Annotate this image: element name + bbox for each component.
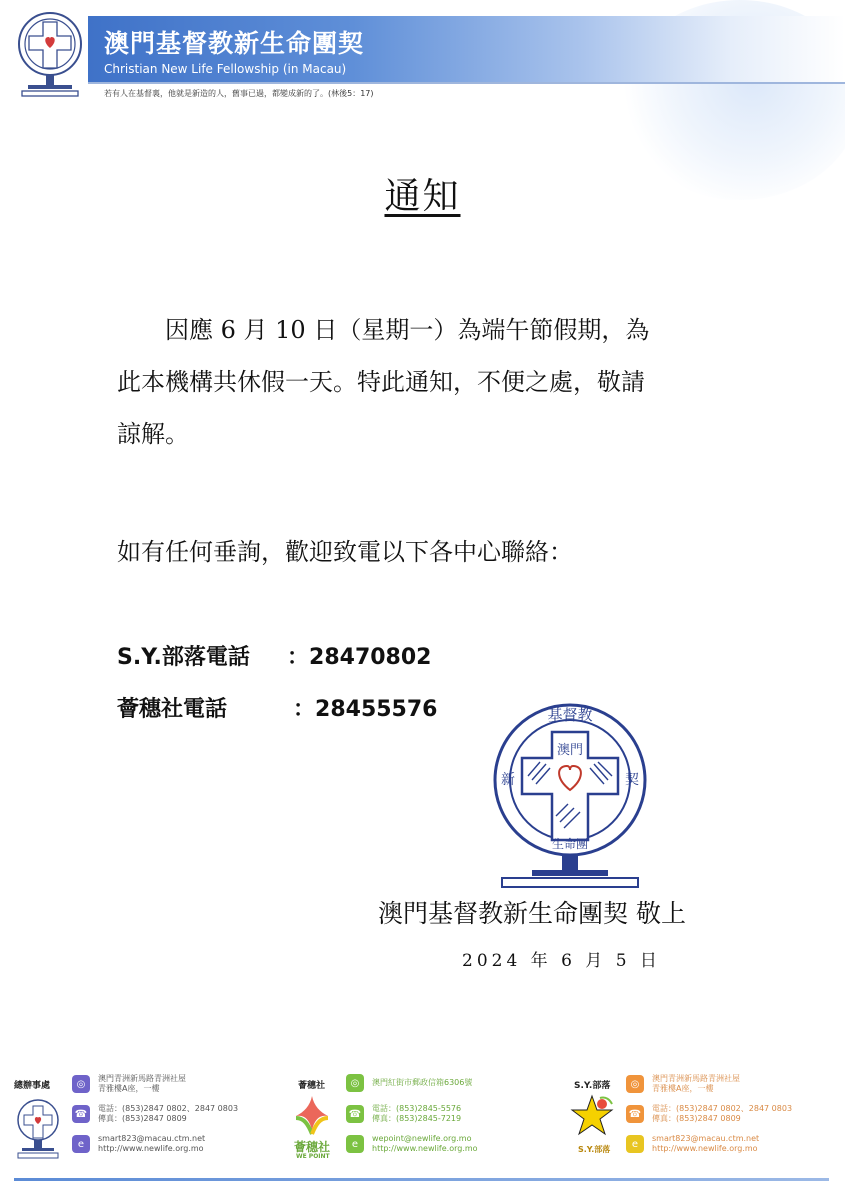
phone-label: S.Y.部落電話 (117, 645, 250, 670)
phone-separator: ： (293, 697, 316, 722)
phone-icon: ☎ (626, 1105, 644, 1123)
footer-email[interactable]: wepoint@newlife.org.mo (372, 1134, 472, 1143)
footer-phone: 電話：(853)2847 0802、2847 0803 (652, 1104, 793, 1113)
footer-fax: 傳真：(853)2847 0809 (652, 1114, 741, 1123)
notice-paragraph-line-3: 諒解。 (117, 420, 189, 448)
organization-seal (480, 696, 660, 890)
sy-tribe-star-logo (570, 1092, 618, 1142)
footer-phone: 電話：(853)2847 0802、2847 0803 (98, 1104, 239, 1113)
footer-address-line-2: 青雅樓A座，一樓 (98, 1084, 160, 1093)
issue-date: 2024 年 6 月 5 日 (462, 951, 661, 971)
we-point-logo-text-en: WE POINT (296, 1153, 330, 1160)
email-web-icon: e (346, 1135, 364, 1153)
notice-paragraph-line-2: 此本機構共休假一天。特此通知，不便之處，敬請 (117, 368, 645, 396)
footer-website[interactable]: http://www.newlife.org.mo (372, 1144, 478, 1153)
org-name-chinese: 澳門基督教新生命團契 (104, 29, 365, 58)
footer-divider (14, 1178, 829, 1181)
bible-verse-motto: 若有人在基督裏，他就是新造的人，舊事已過，都變成新的了。(林後5：17) (104, 89, 374, 98)
sy-tribe-logo-text: S.Y.部落 (578, 1145, 611, 1154)
footer-address-line-1: 澳門青洲新馬路青洲社屋 (98, 1074, 186, 1083)
email-web-icon: e (72, 1135, 90, 1153)
we-point-logo-text-zh: 薈穗社 (294, 1140, 331, 1154)
notice-line-1-text: 因應 6 月 10 日（星期一）為端午節假期，為 (165, 316, 650, 344)
seal-bottom-text: 生命團 (551, 837, 589, 851)
footer-address-line-2: 青雅樓A座，一樓 (652, 1084, 714, 1093)
footer-address-line-1: 澳門青洲新馬路青洲社屋 (652, 1074, 740, 1083)
notice-paragraph-line-1 (117, 304, 742, 356)
seal-left-text: 新 (501, 772, 515, 788)
footer-title: S.Y.部落 (574, 1081, 611, 1091)
phone-we-point (117, 692, 437, 723)
footer-address: 澳門紅街市郵政信箱6306號 (372, 1078, 473, 1087)
phone-icon: ☎ (346, 1105, 364, 1123)
seal-center-text: 澳門 (556, 743, 584, 758)
phone-number: 28470802 (309, 645, 432, 670)
signature-line: 澳門基督教新生命團契 敬上 (378, 899, 686, 928)
footer-website[interactable]: http://www.newlife.org.mo (652, 1144, 758, 1153)
footer-title: 薈穗社 (298, 1081, 326, 1091)
inquiry-text: 如有任何垂詢，歡迎致電以下各中心聯絡： (117, 538, 573, 566)
location-icon: ◎ (346, 1074, 364, 1092)
seal-top-text: 基督教 (547, 706, 593, 724)
location-icon: ◎ (626, 1075, 644, 1093)
phone-icon: ☎ (72, 1105, 90, 1123)
footer-phone: 電話：(853)2845-5576 (372, 1104, 462, 1113)
seal-right-text: 契 (625, 772, 639, 788)
header-divider (88, 82, 845, 84)
footer-title: 總辦事處 (14, 1081, 51, 1091)
phone-separator: ： (287, 645, 310, 670)
footer-email[interactable]: smart823@macau.ctm.net (98, 1134, 206, 1143)
footer-email[interactable]: smart823@macau.ctm.net (652, 1134, 760, 1143)
footer-fax: 傳真：(853)2845-7219 (372, 1114, 462, 1123)
org-name-english: Christian New Life Fellowship (in Macau) (104, 62, 347, 76)
location-icon: ◎ (72, 1075, 90, 1093)
footer-fax: 傳真：(853)2847 0809 (98, 1114, 187, 1123)
we-point-logo (290, 1092, 336, 1136)
organization-logo-small (14, 1096, 62, 1162)
email-web-icon: e (626, 1135, 644, 1153)
phone-sy-tribe (117, 640, 431, 671)
organization-logo (14, 8, 86, 100)
footer-website[interactable]: http://www.newlife.org.mo (98, 1144, 204, 1153)
phone-number: 28455576 (315, 697, 438, 722)
notice-title: 通知 (384, 176, 461, 217)
phone-label: 薈穗社電話 (117, 697, 228, 722)
